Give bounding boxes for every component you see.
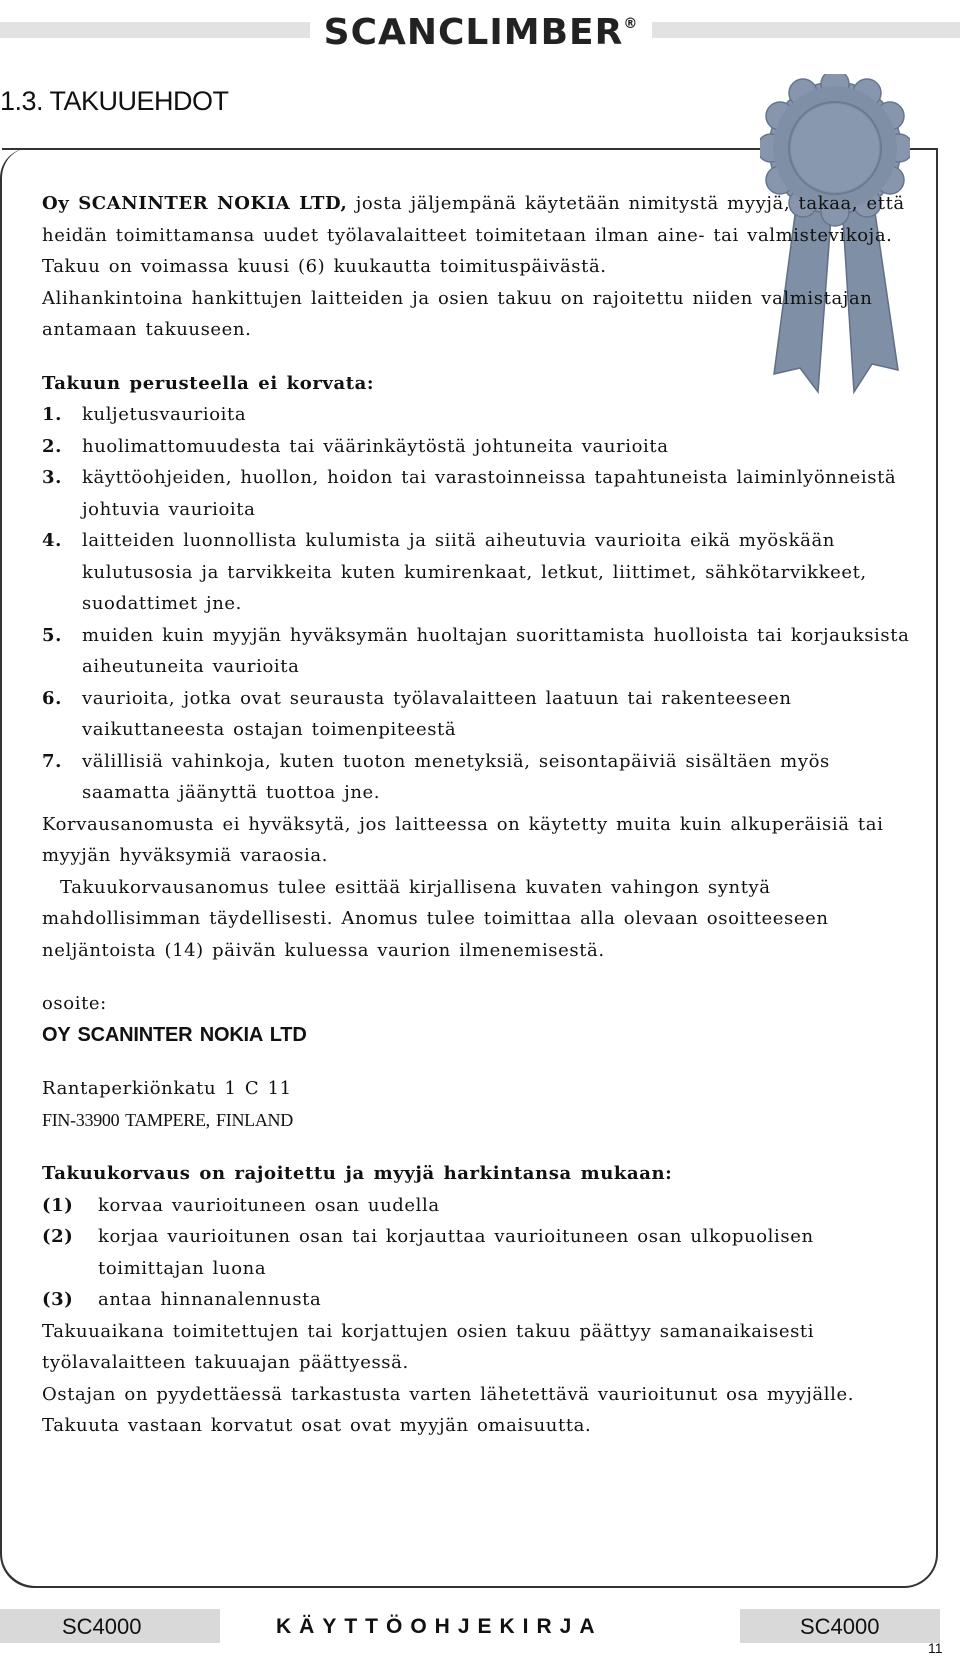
compensation-list: [42, 1190, 922, 1316]
exclusions-list: [42, 399, 922, 809]
warranty-period: Takuu on voimassa kuusi (6) kuukautta toimituspäivästä.: [42, 256, 607, 277]
footer-manual-title: KÄYTTÖOHJEKIRJA: [276, 1615, 603, 1638]
list-item: 1. kuljetusvaurioita: [42, 404, 247, 425]
address-street: Rantaperkiönkatu 1 C 11: [42, 1078, 292, 1099]
content-frame-left: [0, 148, 40, 1588]
list-item: 2. huolimattomuudesta tai väärinkäytöstä johtuneita vaurioita: [42, 435, 669, 457]
list-item: 6. vaurioita, jotka ovat seurausta työlavalaitteen laatuun tai rakenteeseen vaikuttaneesta ostajan toimenpiteestä: [42, 687, 792, 740]
address-label: osoite:: [42, 993, 107, 1014]
header-bar-left: [0, 22, 310, 38]
company-name: Oy SCANINTER NOKIA LTD,: [42, 193, 348, 214]
brand-logo: SCANCLIMBER®: [323, 12, 639, 53]
list-item: 3. käyttöohjeiden, huollon, hoidon tai varastoinneissa tapahtuneista laiminlyönneistä johtuvia vaurioita: [42, 467, 897, 520]
page-number: 11: [928, 1640, 943, 1656]
list-item: (1) korvaa vaurioituneen osan uudella: [42, 1194, 440, 1216]
footer-model-left: SC4000: [62, 1614, 142, 1639]
warranty-text: [42, 188, 922, 1442]
list-item: 7. välillisiä vahinkoja, kuten tuoton menetyksiä, seisontapäiviä sisältäen myös saamatta jäänyttä tuottoa jne.: [42, 750, 830, 803]
claims-rejection: Korvausanomusta ei hyväksytä, jos laitteessa on käytetty muita kuin alkuperäisiä tai myyjän hyväksymiä varaosia.: [42, 813, 884, 866]
exclusions-heading: Takuun perusteella ei korvata:: [42, 372, 375, 394]
section-title: 1.3. TAKUUEHDOT: [0, 86, 229, 116]
closing-return-parts: Ostajan on pyydettäessä tarkastusta varten lähetettävä vaurioitunut osa myyjälle. Takuuta vastaan korvatut osat ovat myyjän omaisuutta.: [42, 1383, 855, 1436]
footer-model-right: SC4000: [800, 1614, 880, 1639]
address-company: OY SCANINTER NOKIA LTD: [42, 1023, 307, 1046]
claims-procedure: Takuukorvausanomus tulee esittää kirjallisena kuvaten vahingon syntyä mahdollisimman täydellisesti. Anomus tulee toimittaa alla olevaan osoitteeseen neljäntoista (14) päivän kuluessa vaurion ilmenemisestä.: [42, 876, 829, 961]
intro-paragraph: Oy SCANINTER NOKIA LTD, josta jäljempänä käytetään nimitystä myyjä, takaa, että heidän toimittamansa uudet työlavalaitteet toimitetaan ilman aine- tai valmistevikoja.: [42, 193, 905, 246]
list-item: 4. laitteiden luonnollista kulumista ja siitä aiheutuvia vaurioita eikä myöskään kulutusosia ja tarvikkeita kuten kumirenkaat, letkut, liittimet, sähkötarvikkeet, suodattimet jne.: [42, 530, 867, 614]
list-item: 5. muiden kuin myyjän hyväksymän huoltajan suorittamista huolloista tai korjauksista aiheutuneita vaurioita: [42, 624, 910, 677]
subcontract-note: Alihankintoina hankittujen laitteiden ja osien takuu on rajoitettu niiden valmistajan antamaan takuuseen.: [42, 287, 873, 340]
header-bar-right: [652, 22, 960, 38]
list-item: (3) antaa hinnanalennusta: [42, 1289, 322, 1310]
list-item: (2) korjaa vaurioitunen osan tai korjauttaa vaurioituneen osan ulkopuolisen toimittajan luona: [42, 1226, 814, 1279]
closing-warranty-end: Takuuaikana toimitettujen tai korjattujen osien takuu päättyy samanaikaisesti työlavalaitteen takuuajan päättyessä.: [42, 1320, 815, 1373]
address-city: FIN-33900 TAMPERE, FINLAND: [42, 1109, 293, 1130]
compensation-heading: Takuukorvaus on rajoitettu ja myyjä harkintansa mukaan:: [42, 1163, 673, 1184]
